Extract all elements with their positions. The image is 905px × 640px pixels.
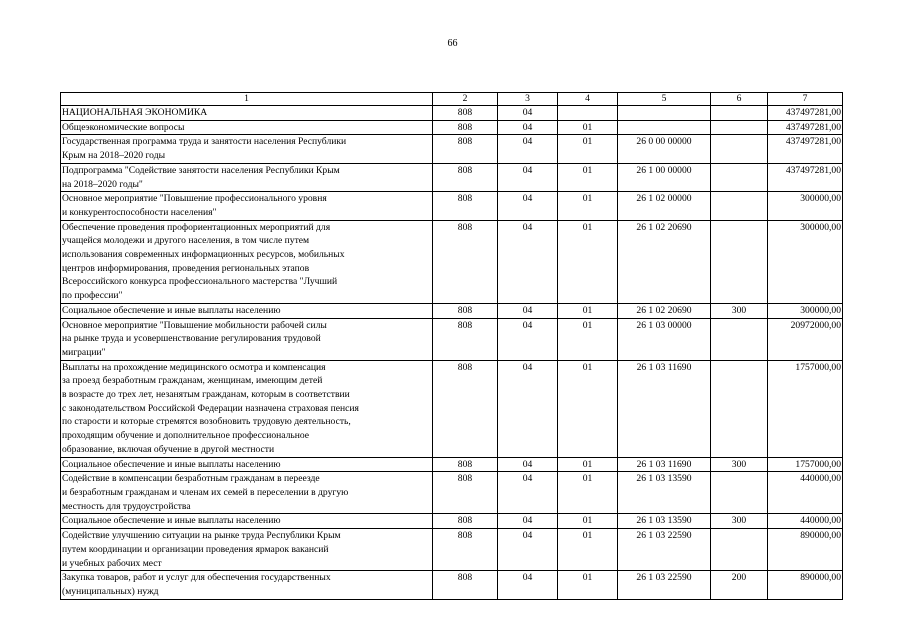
row-col-4: 01: [558, 472, 618, 514]
row-name: Государственная программа труда и занятости населения Республики Крым на 2018–2020 годы: [61, 135, 433, 163]
row-col-2: 808: [433, 514, 498, 529]
row-col-6: [711, 529, 768, 571]
row-col-4: 01: [558, 135, 618, 163]
row-col-5: 26 1 03 13590: [618, 472, 711, 514]
row-col-3: 04: [498, 192, 558, 220]
row-col-2: 808: [433, 318, 498, 360]
row-col-2: 808: [433, 192, 498, 220]
row-col-5: 26 1 02 20690: [618, 220, 711, 303]
row-name: Закупка товаров, работ и услуг для обеспечения государственных (муниципальных) нужд: [61, 571, 433, 599]
table-row: [61, 192, 843, 220]
row-amount: 300000,00: [768, 303, 843, 318]
row-col-2: 808: [433, 163, 498, 191]
row-amount: 300000,00: [768, 192, 843, 220]
row-col-3: 04: [498, 514, 558, 529]
row-name: Основное мероприятие "Повышение мобильности рабочей силы на рынке труда и усовершенствование регулирования трудовой миграции": [61, 318, 433, 360]
row-amount: 20972000,00: [768, 318, 843, 360]
row-col-6: [711, 120, 768, 135]
row-col-4: 01: [558, 120, 618, 135]
row-col-4: 01: [558, 163, 618, 191]
row-col-5: 26 0 00 00000: [618, 135, 711, 163]
row-col-6: [711, 318, 768, 360]
table-row: [61, 120, 843, 135]
row-col-6: [711, 360, 768, 457]
table-row: [61, 472, 843, 514]
row-col-2: 808: [433, 120, 498, 135]
row-name: Содействие в компенсации безработным гражданам в переезде и безработным гражданам и членам их семей в переселении в другую местность для трудоустройства: [61, 472, 433, 514]
row-name: Основное мероприятие "Повышение профессионального уровня и конкурентоспособности населения": [61, 192, 433, 220]
row-col-2: 808: [433, 135, 498, 163]
row-col-6: [711, 163, 768, 191]
row-name: Социальное обеспечение и иные выплаты населению: [61, 514, 433, 529]
row-col-3: 04: [498, 472, 558, 514]
row-col-3: 04: [498, 220, 558, 303]
row-col-3: 04: [498, 529, 558, 571]
row-col-4: 01: [558, 318, 618, 360]
header-col-3: 3: [498, 93, 558, 106]
row-col-3: 04: [498, 106, 558, 121]
table-row: [61, 457, 843, 472]
row-col-6: [711, 192, 768, 220]
row-col-5: [618, 120, 711, 135]
table-row: [61, 529, 843, 571]
row-col-3: 04: [498, 457, 558, 472]
table-row: [61, 106, 843, 121]
row-col-5: 26 1 03 00000: [618, 318, 711, 360]
row-amount: 1757000,00: [768, 457, 843, 472]
row-col-2: 808: [433, 571, 498, 599]
header-col-5: 5: [618, 93, 711, 106]
header-col-2: 2: [433, 93, 498, 106]
row-col-6: [711, 106, 768, 121]
row-col-5: 26 1 03 11690: [618, 457, 711, 472]
row-col-5: 26 1 02 00000: [618, 192, 711, 220]
row-col-6: 300: [711, 457, 768, 472]
row-col-3: 04: [498, 360, 558, 457]
row-col-5: 26 1 03 11690: [618, 360, 711, 457]
table-row: [61, 360, 843, 457]
page-number: 66: [447, 38, 458, 49]
row-col-6: 300: [711, 514, 768, 529]
row-name: Общеэкономические вопросы: [61, 120, 433, 135]
row-col-5: 26 1 03 22590: [618, 529, 711, 571]
row-col-6: 300: [711, 303, 768, 318]
row-amount: 440000,00: [768, 472, 843, 514]
row-col-5: 26 1 02 20690: [618, 303, 711, 318]
header-col-1: 1: [61, 93, 433, 106]
row-col-4: 01: [558, 514, 618, 529]
row-col-4: 01: [558, 457, 618, 472]
row-col-5: 26 1 00 00000: [618, 163, 711, 191]
row-col-5: [618, 106, 711, 121]
table-row: [61, 571, 843, 599]
row-amount: 440000,00: [768, 514, 843, 529]
row-col-6: [711, 220, 768, 303]
row-col-2: 808: [433, 106, 498, 121]
row-name: Выплаты на прохождение медицинского осмотра и компенсация за проезд безработным гражданам, женщинам, имеющим детей в возрасте до трех лет, незанятым гражданам, которым в соответствии с законодательством Российской Федерации назначена страховая пенсия по старости и которые стремятся возобновить трудовую деятельность, проходящим обучение и дополнительное профессиональное образование, включая обучение в другой местности: [61, 360, 433, 457]
row-col-6: [711, 472, 768, 514]
row-col-4: 01: [558, 360, 618, 457]
row-amount: 437497281,00: [768, 106, 843, 121]
row-col-5: 26 1 03 13590: [618, 514, 711, 529]
row-col-3: 04: [498, 571, 558, 599]
row-col-2: 808: [433, 529, 498, 571]
row-col-2: 808: [433, 360, 498, 457]
row-name: Содействие улучшению ситуации на рынке труда Республики Крым путем координации и организации проведения ярмарок вакансий и учебных рабочих мест: [61, 529, 433, 571]
header-col-4: 4: [558, 93, 618, 106]
row-col-4: 01: [558, 303, 618, 318]
table-row: [61, 220, 843, 303]
row-amount: 1757000,00: [768, 360, 843, 457]
row-amount: 890000,00: [768, 529, 843, 571]
header-col-7: 7: [768, 93, 843, 106]
table-row: [61, 303, 843, 318]
row-name: Социальное обеспечение и иные выплаты населению: [61, 457, 433, 472]
table-row: [61, 318, 843, 360]
row-name: НАЦИОНАЛЬНАЯ ЭКОНОМИКА: [61, 106, 433, 121]
row-col-2: 808: [433, 303, 498, 318]
row-col-2: 808: [433, 220, 498, 303]
header-col-6: 6: [711, 93, 768, 106]
row-amount: 437497281,00: [768, 135, 843, 163]
row-col-4: 01: [558, 571, 618, 599]
row-col-6: 200: [711, 571, 768, 599]
row-name: Подпрограмма "Содействие занятости населения Республики Крым на 2018–2020 годы": [61, 163, 433, 191]
row-col-3: 04: [498, 303, 558, 318]
header-row: [61, 93, 843, 106]
row-col-5: 26 1 03 22590: [618, 571, 711, 599]
row-col-3: 04: [498, 120, 558, 135]
row-col-3: 04: [498, 135, 558, 163]
table-row: [61, 135, 843, 163]
row-amount: 300000,00: [768, 220, 843, 303]
row-col-4: 01: [558, 529, 618, 571]
row-col-4: 01: [558, 192, 618, 220]
row-col-3: 04: [498, 318, 558, 360]
budget-table: [60, 92, 843, 600]
table-row: [61, 514, 843, 529]
row-name: Социальное обеспечение и иные выплаты населению: [61, 303, 433, 318]
row-name: Обеспечение проведения профориентационных мероприятий для учащейся молодежи и другого населения, в том числе путем использования современных информационных ресурсов, мобильных центров информирования, проведения региональных этапов Всероссийского конкурса профессионального мастерства "Лучший по профессии": [61, 220, 433, 303]
row-amount: 437497281,00: [768, 120, 843, 135]
row-col-2: 808: [433, 472, 498, 514]
row-col-2: 808: [433, 457, 498, 472]
row-col-4: 01: [558, 220, 618, 303]
row-amount: 890000,00: [768, 571, 843, 599]
row-col-3: 04: [498, 163, 558, 191]
row-col-4: [558, 106, 618, 121]
table-row: [61, 163, 843, 191]
row-amount: 437497281,00: [768, 163, 843, 191]
row-col-6: [711, 135, 768, 163]
